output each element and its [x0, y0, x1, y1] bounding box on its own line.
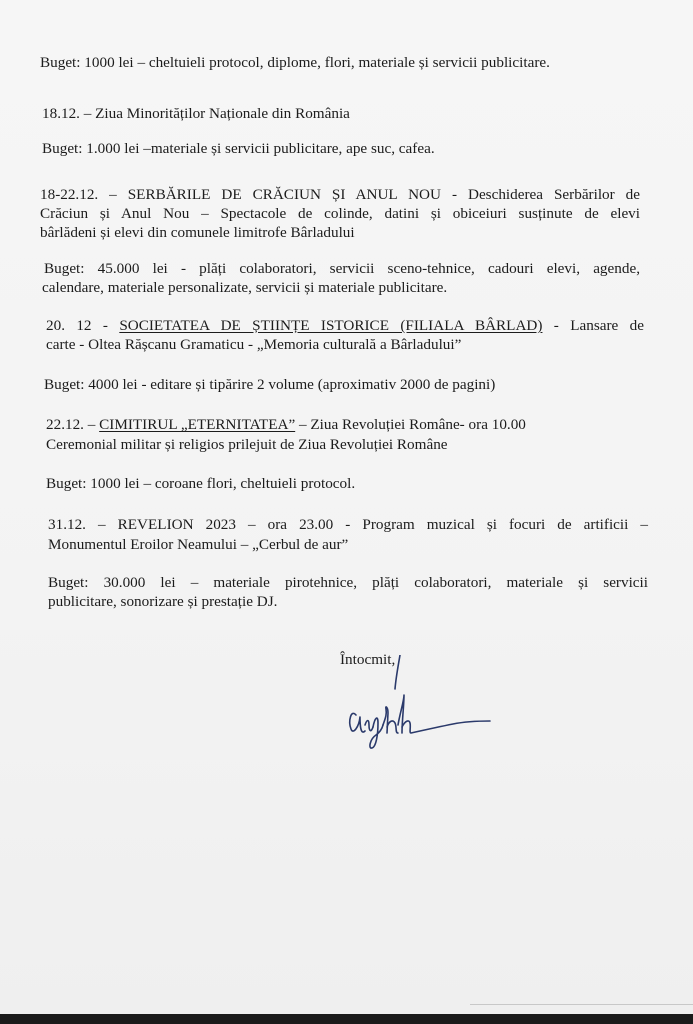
event-minorities-day: 18.12. – Ziua Minorităților Naționale din România: [42, 105, 350, 122]
event-new-year-line-1: 31.12. – REVELION 2023 – ora 23.00 - Program muzical și focuri de artificii –: [48, 516, 648, 533]
event-book-launch-line-1: [46, 316, 644, 336]
event-book-launch-venue: SOCIETATEA DE ȘTIINȚE ISTORICE (FILIALA BÂRLAD): [119, 317, 543, 334]
bottom-bar: [0, 1014, 693, 1024]
budget-new-year-line-1: Buget: 30.000 lei – materiale pirotehnice, plăți colaboratori, materiale și servicii: [48, 574, 648, 591]
event-book-launch-title: - Lansare de: [542, 317, 644, 334]
budget-line-1: Buget: 1000 lei – cheltuieli protocol, diplome, flori, materiale și servicii publicitare.: [40, 54, 550, 71]
event-book-launch-date: 20. 12 -: [46, 317, 120, 334]
event-revolution-date: 22.12. –: [46, 416, 100, 433]
event-christmas-line-2: Crăciun și Anul Nou – Spectacole de colinde, datini și obiceiuri susținute de elevi: [40, 205, 640, 222]
event-book-launch-line-2: carte - Oltea Rășcanu Gramaticu - „Memoria culturală a Bârladului”: [46, 336, 462, 353]
page-edge-shadow: [470, 1004, 693, 1005]
event-new-year-line-2: Monumentul Eroilor Neamului – „Cerbul de aur”: [48, 536, 349, 553]
event-revolution-line-1: [46, 415, 526, 435]
event-christmas-line-3: bârlădeni și elevi din comunele limitrofe Bârladului: [40, 224, 355, 241]
budget-revolution: Buget: 1000 lei – coroane flori, cheltuieli protocol.: [46, 475, 356, 492]
event-revolution-line-2: Ceremonial militar și religios prilejuit de Ziua Revoluției Române: [46, 436, 448, 453]
budget-book-launch: Buget: 4000 lei - editare și tipărire 2 volume (aproximativ 2000 de pagini): [44, 376, 496, 393]
event-christmas-line-1: 18-22.12. – SERBĂRILE DE CRĂCIUN ȘI ANUL NOU - Deschiderea Serbărilor de: [40, 186, 640, 203]
handwritten-signature: [338, 655, 498, 750]
budget-new-year-line-2: publicitare, sonorizare și prestație DJ.: [48, 593, 278, 610]
budget-christmas-line-1: Buget: 45.000 lei - plăți colaboratori, servicii sceno-tehnice, cadouri elevi, agende,: [44, 260, 640, 277]
prepared-by-label: Întocmit,: [340, 651, 396, 668]
event-revolution-venue: CIMITIRUL „ETERNITATEA”: [99, 416, 296, 433]
budget-christmas-line-2: calendare, materiale personalizate, servicii și materiale publicitare.: [42, 279, 448, 296]
event-revolution-title: – Ziua Revoluției Române- ora 10.00: [295, 416, 526, 433]
budget-line-2: Buget: 1.000 lei –materiale și servicii publicitare, ape suc, cafea.: [42, 140, 435, 157]
